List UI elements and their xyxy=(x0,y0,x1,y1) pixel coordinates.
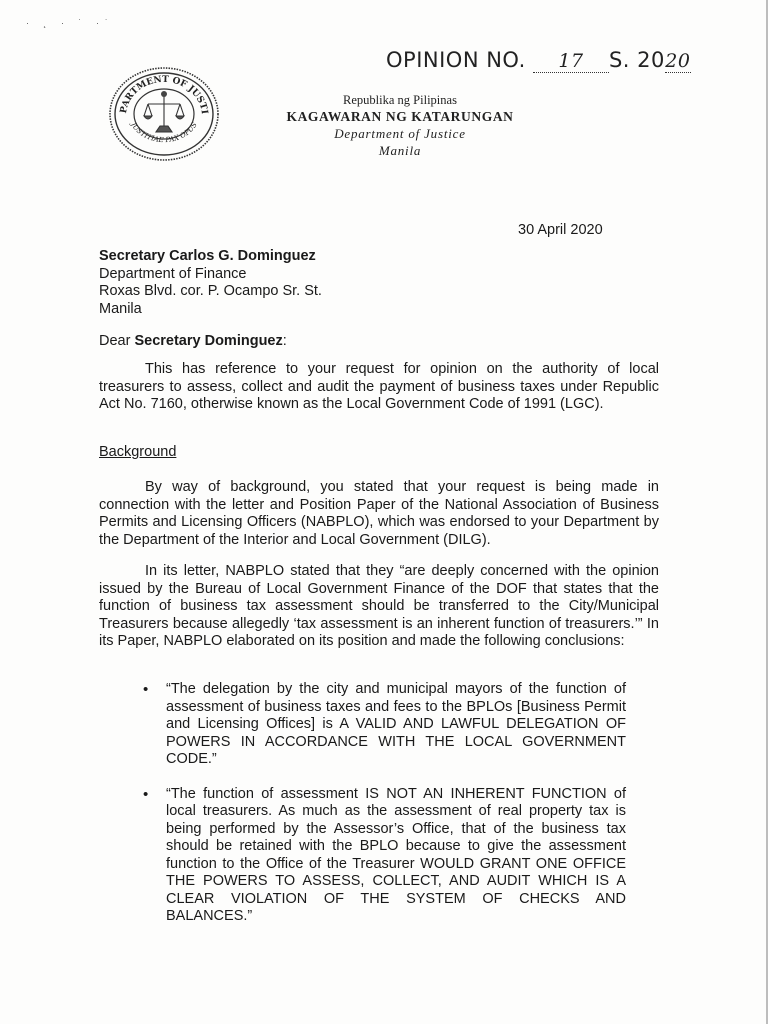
salutation-name: Secretary Dominguez xyxy=(134,333,283,349)
agency-city: Manila xyxy=(378,143,422,158)
opinion-label: OPINION NO. xyxy=(386,48,526,72)
addressee-line: Department of Finance xyxy=(99,265,247,282)
scan-specks: · ˛ · ˙ ·˙ xyxy=(26,18,114,28)
letter-date: 30 April 2020 xyxy=(518,222,603,238)
section-heading-background: Background xyxy=(99,444,177,460)
svg-text:DEPARTMENT OF JUSTICE: PARTMENT OF JUSTI xyxy=(119,74,209,115)
addressee-name: Secretary Carlos G. Dominguez xyxy=(99,248,316,264)
opinion-number-header xyxy=(386,48,716,80)
conclusions-list xyxy=(140,681,626,943)
series-label: S. xyxy=(608,48,630,72)
year-prefix: 20 xyxy=(637,48,665,72)
svg-text:JUSTITIAE PAX OPUS: JUSTITIAE PAX OPUS xyxy=(129,121,199,145)
salutation-prefix: Dear xyxy=(99,333,135,349)
salutation-suffix: : xyxy=(282,333,287,349)
salutation xyxy=(99,333,287,349)
addressee-line: Roxas Blvd. cor. P. Ocampo Sr. St. xyxy=(99,283,322,299)
year-suffix: 20 xyxy=(665,50,691,72)
addressee-line: Manila xyxy=(99,300,142,317)
paragraph-reference: This has reference to your request for opinion on the authority of local treasurers to assess, collect and audit the payment of business taxes under Republic Act No. 7160, otherwise known as the Local Government Code of 1991 (LGC). xyxy=(99,361,659,412)
agency-letterhead xyxy=(250,92,550,159)
opinion-number: 17 xyxy=(533,50,609,73)
department-of-justice-seal-icon xyxy=(108,66,220,162)
republic-line: Republika ng Pilipinas xyxy=(343,93,457,107)
agency-name-english: Department of Justice xyxy=(334,126,466,141)
agency-name-filipino: KAGAWARAN NG KATARUNGAN xyxy=(286,109,514,124)
paragraph-background: By way of background, you stated that your request is being made in connection with the letter and Position Paper of the National Association of Business Permits and Licensing Officers (NABPLO), which was endorsed to your Department by the Department of the Interior and Local Government (DILG). xyxy=(99,479,659,548)
list-item: • “The function of assessment IS NOT AN INHERENT FUNCTION of local treasurers. As much as the assessment of real property tax is being performed by the Assessor’s Office, that of the business tax should be retained with the BPLO because to give the assessment function to the Office of the Treasurer WOULD GRANT ONE OFFICE THE POWERS TO ASSESS, COLLECT, AND AUDIT WHICH IS A CLEAR VIOLATION OF THE SYSTEM OF CHECKS AND BALANCES.” xyxy=(140,786,626,926)
paragraph-nabplo-letter: In its letter, NABPLO stated that they “are deeply concerned with the opinion issued by the Bureau of Local Government Finance of the DOF that states that the function of business tax assessment should be transferred to the City/Municipal Treasurers because allegedly ‘tax assessment is an inherent function of treasurers.’” In its Paper, NABPLO elaborated on its position and made the following conclusions: xyxy=(99,563,659,649)
addressee-block xyxy=(99,248,322,318)
list-item: • “The delegation by the city and municipal mayors of the function of assessment of business taxes and fees to the BPLOs [Business Permit and Licensing Offices] is A VALID AND LAWFUL DELEGATION OF POWERS IN ACCORDANCE WITH THE LOCAL GOVERNMENT CODE.” xyxy=(140,681,626,769)
